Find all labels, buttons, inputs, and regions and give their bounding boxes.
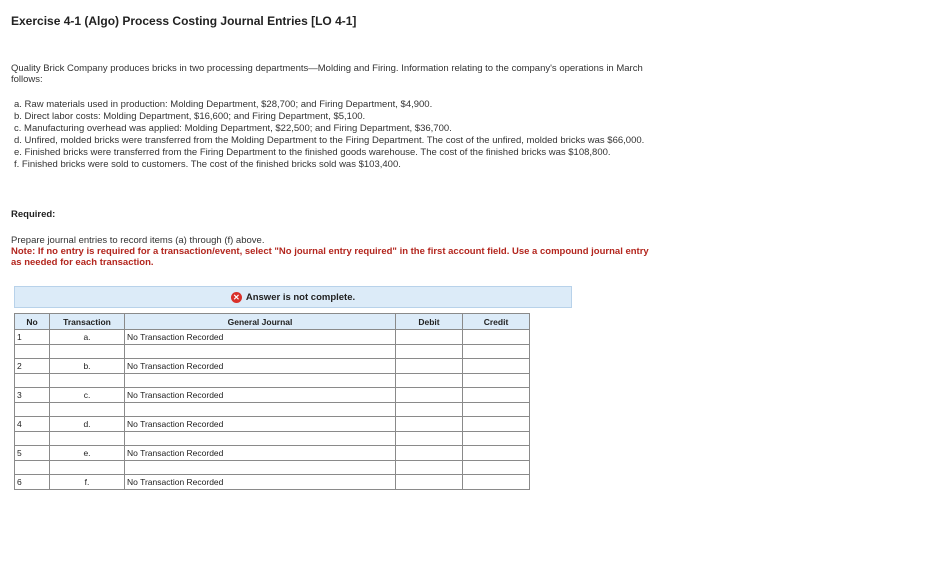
debit-field[interactable] — [396, 461, 463, 475]
row-number: 4 — [15, 417, 50, 432]
intro-paragraph: Quality Brick Company produces bricks in two processing departments—Molding and Firing. Information relating to the company's operations in March follows: — [11, 63, 643, 85]
debit-field[interactable] — [396, 432, 463, 446]
empty-cell — [50, 345, 125, 359]
account-field[interactable]: No Transaction Recorded — [125, 359, 396, 374]
column-header-general-journal: General Journal — [125, 314, 396, 330]
list-item: f. Finished bricks were sold to customers. The cost of the finished bricks sold was $103,400. — [14, 159, 401, 170]
list-item: b. Direct labor costs: Molding Department, $16,600; and Firing Department, $5,100. — [14, 111, 366, 122]
table-row — [15, 403, 530, 417]
transaction-label: a. — [50, 330, 125, 345]
credit-field[interactable] — [463, 417, 530, 432]
column-header-debit: Debit — [396, 314, 463, 330]
account-field[interactable] — [125, 432, 396, 446]
account-field[interactable]: No Transaction Recorded — [125, 475, 396, 490]
credit-field[interactable] — [463, 359, 530, 374]
x-circle-icon: ✕ — [231, 292, 242, 303]
status-banner — [14, 286, 572, 308]
table-header-row — [15, 314, 530, 330]
credit-field[interactable] — [463, 446, 530, 461]
note-text: Note: If no entry is required for a transaction/event, select "No journal entry required" in the first account field. Use a compound journal entry as needed for each transaction. — [11, 246, 649, 268]
account-field[interactable]: No Transaction Recorded — [125, 388, 396, 403]
status-text: Answer is not complete. — [245, 291, 356, 303]
table-row — [15, 432, 530, 446]
transaction-label: f. — [50, 475, 125, 490]
transaction-label: c. — [50, 388, 125, 403]
table-row — [15, 359, 530, 374]
list-item: e. Finished bricks were transferred from the Firing Department to the finished goods warehouse. The cost of the finished bricks was $108,800. — [14, 147, 611, 158]
transaction-label: d. — [50, 417, 125, 432]
transaction-list — [14, 99, 654, 171]
account-field[interactable]: No Transaction Recorded — [125, 446, 396, 461]
row-number: 3 — [15, 388, 50, 403]
table-row — [15, 475, 530, 490]
row-number: 2 — [15, 359, 50, 374]
instruction-text: Prepare journal entries to record items (a) through (f) above. — [11, 235, 265, 246]
journal-table — [14, 313, 530, 490]
account-field[interactable]: No Transaction Recorded — [125, 330, 396, 345]
credit-field[interactable] — [463, 432, 530, 446]
empty-cell — [15, 461, 50, 475]
table-row — [15, 461, 530, 475]
required-heading: Required: — [11, 209, 56, 220]
account-field[interactable] — [125, 345, 396, 359]
column-header-transaction: Transaction — [50, 314, 125, 330]
empty-cell — [50, 403, 125, 417]
debit-field[interactable] — [396, 388, 463, 403]
debit-field[interactable] — [396, 359, 463, 374]
exercise-title: Exercise 4-1 (Algo) Process Costing Journal Entries [LO 4-1] — [11, 14, 357, 28]
credit-field[interactable] — [463, 374, 530, 388]
table-row — [15, 330, 530, 345]
debit-field[interactable] — [396, 345, 463, 359]
column-header-credit: Credit — [463, 314, 530, 330]
list-item: c. Manufacturing overhead was applied: Molding Department, $22,500; and Firing Department, $36,700. — [14, 123, 452, 134]
table-row — [15, 417, 530, 432]
list-item: a. Raw materials used in production: Molding Department, $28,700; and Firing Department, $4,900. — [14, 99, 433, 110]
debit-field[interactable] — [396, 446, 463, 461]
credit-field[interactable] — [463, 475, 530, 490]
empty-cell — [15, 432, 50, 446]
debit-field[interactable] — [396, 417, 463, 432]
column-header-no: No — [15, 314, 50, 330]
row-number: 5 — [15, 446, 50, 461]
credit-field[interactable] — [463, 461, 530, 475]
empty-cell — [15, 345, 50, 359]
account-field[interactable] — [125, 374, 396, 388]
credit-field[interactable] — [463, 330, 530, 345]
row-number: 6 — [15, 475, 50, 490]
account-field[interactable] — [125, 461, 396, 475]
empty-cell — [15, 403, 50, 417]
list-item: d. Unfired, molded bricks were transferred from the Molding Department to the Firing Department. The cost of the unfired, molded bricks was $66,000. — [14, 135, 645, 146]
empty-cell — [50, 461, 125, 475]
transaction-label: b. — [50, 359, 125, 374]
table-row — [15, 345, 530, 359]
debit-field[interactable] — [396, 330, 463, 345]
table-row — [15, 374, 530, 388]
credit-field[interactable] — [463, 388, 530, 403]
debit-field[interactable] — [396, 403, 463, 417]
credit-field[interactable] — [463, 345, 530, 359]
empty-cell — [50, 374, 125, 388]
empty-cell — [50, 432, 125, 446]
account-field[interactable]: No Transaction Recorded — [125, 417, 396, 432]
table-row — [15, 446, 530, 461]
transaction-label: e. — [50, 446, 125, 461]
account-field[interactable] — [125, 403, 396, 417]
credit-field[interactable] — [463, 403, 530, 417]
debit-field[interactable] — [396, 374, 463, 388]
row-number: 1 — [15, 330, 50, 345]
debit-field[interactable] — [396, 475, 463, 490]
table-row — [15, 388, 530, 403]
empty-cell — [15, 374, 50, 388]
